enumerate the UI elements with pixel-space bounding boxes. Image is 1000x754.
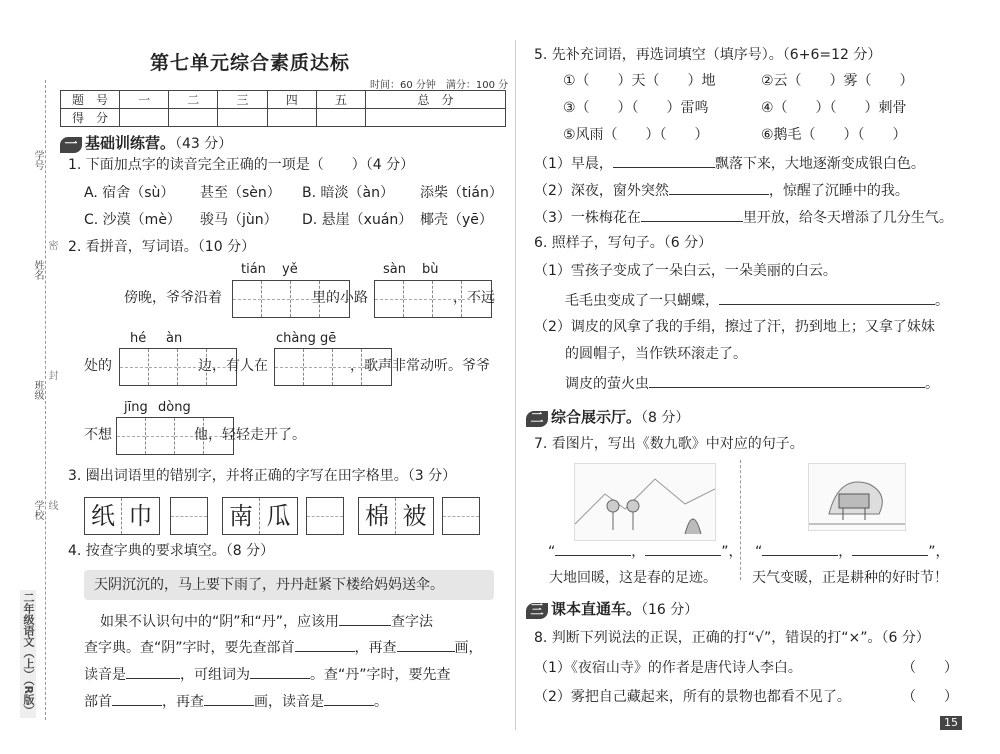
q5-text: （2）深夜，窗外突然 [534,183,669,199]
pinyin: jīng [124,400,148,415]
answer-blank[interactable] [645,541,721,556]
answer-blank[interactable] [649,373,925,388]
q5-text: 飘落下来，大地逐渐变成银白色。 [714,156,925,172]
sidebar-label-class: 班级 [32,380,43,400]
q5-word: ②云（ ）雾（ ） [761,73,914,89]
q4-text: 部首 [84,694,112,710]
q4-text: 画，读音是 [254,694,324,710]
pinyin: àn [166,331,183,346]
exam-meta: 时间：60 分钟 满分：100 分 [370,80,509,91]
q5-word: ①（ ）天（ ）地 [563,73,716,89]
q4-text: ，可组词为 [180,667,250,683]
spring-illustration [575,464,715,540]
q6-task-2 [565,373,939,393]
score-header-cell: 二 [169,91,218,109]
page-number: 15 [940,716,962,730]
q7-answer-1 [548,541,743,561]
word-box[interactable] [358,497,434,535]
score-header-cell: 四 [267,91,316,109]
answer-blank[interactable] [719,290,935,305]
answer-blank[interactable] [126,664,180,679]
q6-example-1: （1）雪孩子变成了一朵白云，一朵美丽的白云。 [534,263,837,279]
q8-answer-paren[interactable]: （ ） [902,689,958,705]
answer-blank[interactable] [555,541,631,556]
word-char: 南 [223,498,260,534]
q1-option: 椰壳（yē） [420,212,493,228]
answer-blank[interactable] [641,207,743,222]
word-char: 巾 [128,502,153,530]
q8-prompt: 8. 判断下列说法的正误，正确的打“√”，错误的打“×”。（6 分） [534,630,930,646]
answer-grid[interactable] [170,497,208,535]
q6-task-1 [565,290,949,310]
q5-fill-1 [534,153,925,173]
q2-text: 傍晚，爷爷沿着 [124,290,222,306]
pinyin: tián [241,262,266,277]
page-title: 第七单元综合素质达标 [150,52,351,74]
binding-sidebar [18,80,57,730]
word-box[interactable] [84,497,160,535]
q5-text: （1）早晨， [534,156,613,172]
q7-text: ， [631,544,646,560]
q2-text: ，不远 [453,290,495,306]
score-input-cell[interactable] [366,109,506,127]
score-header-cell: 三 [218,91,267,109]
word-char: 被 [402,502,427,530]
q7-caption-2: 天气变暖，正是耕种的好时节！ [752,570,948,586]
answer-blank[interactable] [112,691,162,706]
q8-statement-1: （1）《夜宿山寺》的作者是唐代诗人李白。 [534,660,802,676]
q5-text: （3）一株梅花在 [534,210,641,226]
q7-caption-1: 大地回暖，这是春的足迹。 [549,570,717,586]
q7-text: “ [755,544,763,560]
seal-char-feng: 封 [46,370,57,380]
word-box[interactable] [222,497,298,535]
answer-blank[interactable] [324,691,374,706]
q6-text: 。 [925,376,939,392]
q6-text: 。 [935,293,949,309]
seal-char-xian: 线 [46,500,57,510]
answer-grid[interactable] [442,497,480,535]
q5-word: ⑤风雨（ ）（ ） [563,127,709,143]
pinyin: yě [282,262,298,277]
q4-line-1 [100,611,433,631]
section-3-heading [526,598,698,619]
sidebar-label-student-id: 学号 [32,150,43,170]
section-score: （8 分） [641,410,690,426]
pinyin: gē [320,331,337,346]
book-label: 二年级语文（上）（R版） [22,592,35,716]
q4-text: 画， [454,640,483,656]
spring-picture [574,463,716,541]
q5-word: ③（ ）（ ）雷鸣 [563,100,709,116]
section-number: 一 [60,137,82,153]
score-input-cell[interactable] [316,109,365,127]
q4-sentence: 天阴沉沉的，马上要下雨了，丹丹赶紧下楼给妈妈送伞。 [84,570,494,600]
pinyin: hé [130,331,147,346]
score-input-cell[interactable] [218,109,267,127]
q4-line-4 [84,691,388,711]
word-char: 纸 [85,498,122,534]
q7-text: ”， [721,544,743,560]
q7-text: “ [548,544,556,560]
q6-text: 调皮的萤火虫 [565,376,649,392]
q2-text: 边，有人在 [198,358,268,374]
answer-blank[interactable] [852,541,928,556]
seal-line [45,80,46,720]
q4-text: 如果不认识句中的“阴”和“丹”，应该用 [100,614,340,630]
q4-text: ，再查 [354,640,397,656]
q6-example-2-cont: 的圆帽子，当作铁环滚走了。 [565,346,747,362]
answer-blank[interactable] [250,664,310,679]
q5-text: 里开放，给冬天增添了几分生气。 [742,210,953,226]
column-divider [515,40,516,730]
q7-answer-2 [755,541,950,561]
q6-prompt: 6. 照样子，写句子。（6 分） [534,235,713,251]
pinyin: chàng [276,331,316,346]
q4-text: 查字法 [391,614,434,630]
section-title: 基础训练营。 [85,134,176,152]
q7-text: ， [838,544,853,560]
q1-option: 甚至（sèn） [200,185,281,201]
q2-text: ，歌声非常动听。爷爷 [350,358,490,374]
q4-text: ，再查 [162,694,204,710]
section-number: 二 [526,411,548,427]
q2-text: 他，轻轻走开了。 [194,427,306,443]
pinyin: sàn [383,262,406,277]
section-title: 综合展示厅。 [551,408,642,426]
q1-option: 骏马（jùn） [200,212,278,228]
q1-option: B. 暗淡（àn） [302,185,394,201]
picture-divider [740,460,741,580]
score-header-cell: 总 分 [366,91,506,109]
q5-fill-2 [534,180,909,200]
q4-text: 。 [374,694,388,710]
seal-char-mi: 密 [46,240,57,250]
pinyin: dòng [158,400,191,415]
score-input-cell[interactable] [169,109,218,127]
answer-blank[interactable] [613,153,715,168]
section-title: 课本直通车。 [551,600,642,618]
q7-prompt: 7. 看图片，写出《数九歌》中对应的句子。 [534,436,804,452]
section-1-heading [60,132,232,153]
q1-option: A. 宿舍（sù） [84,185,175,201]
farming-picture [808,463,906,531]
sidebar-label-name: 姓名 [32,260,43,280]
score-header-cell: 题 号 [61,91,120,109]
answer-blank[interactable] [669,180,769,195]
answer-blank[interactable] [762,541,838,556]
section-number: 三 [526,603,548,619]
answer-blank[interactable] [339,611,391,626]
farming-illustration [809,464,905,530]
q2-text: 里的小路 [312,290,368,306]
score-input-cell[interactable] [267,109,316,127]
q6-example-2: （2）调皮的风拿了我的手绢，擦过了汗，扔到地上；又拿了妹妹 [534,319,935,335]
score-input-cell[interactable] [120,109,169,127]
answer-grid[interactable] [306,497,344,535]
q4-text: 查字典。查“阴”字时，要先查部首 [84,640,295,656]
q5-fill-3 [534,207,953,227]
q8-answer-paren[interactable]: （ ） [902,660,958,676]
section-score: （16 分） [641,602,699,618]
answer-blank[interactable] [295,637,355,652]
q1-option: D. 悬崖（xuán） [302,212,413,228]
q4-line-2 [84,637,483,657]
answer-blank[interactable] [204,691,254,706]
score-row-label: 得 分 [61,109,120,127]
q8-statement-2: （2）雾把自己藏起来，所有的景物也都看不见了。 [534,689,851,705]
q5-text: ，惊醒了沉睡中的我。 [768,183,909,199]
q4-text: 读音是 [84,667,126,683]
sidebar-label-school: 学校 [32,500,43,520]
q2-text: 不想 [84,427,112,443]
q5-word: ⑥鹅毛（ ）（ ） [761,127,907,143]
q4-prompt: 4. 按查字典的要求填空。（8 分） [68,543,275,559]
q1-option: C. 沙漠（mè） [84,212,181,228]
pinyin: bù [422,262,439,277]
q2-prompt: 2. 看拼音，写词语。（10 分） [68,239,256,255]
q5-word: ④（ ）（ ）刺骨 [761,100,907,116]
q7-text: ”， [928,544,950,560]
q2-text: 处的 [84,358,112,374]
score-header-cell: 五 [316,91,365,109]
q3-prompt: 3. 圈出词语里的错别字，并将正确的字写在田字格里。（3 分） [68,468,457,484]
word-char: 棉 [359,498,396,534]
score-header-cell: 一 [120,91,169,109]
word-char: 瓜 [266,502,291,530]
q4-text: 。查“丹”字时，要先查 [310,667,451,683]
q1-option: 添柴（tián） [420,185,503,201]
q1-prompt: 1. 下面加点字的读音完全正确的一项是（ ）（4 分） [68,157,415,173]
q6-text: 毛毛虫变成了一只蝴蝶， [565,293,719,309]
score-table [60,90,506,127]
section-2-heading [526,406,689,427]
section-score: （43 分） [175,136,233,152]
q4-line-3 [84,664,451,684]
q5-prompt: 5. 先补充词语，再选词填空（填序号）。（6+6=12 分） [534,47,882,63]
answer-blank[interactable] [397,637,455,652]
